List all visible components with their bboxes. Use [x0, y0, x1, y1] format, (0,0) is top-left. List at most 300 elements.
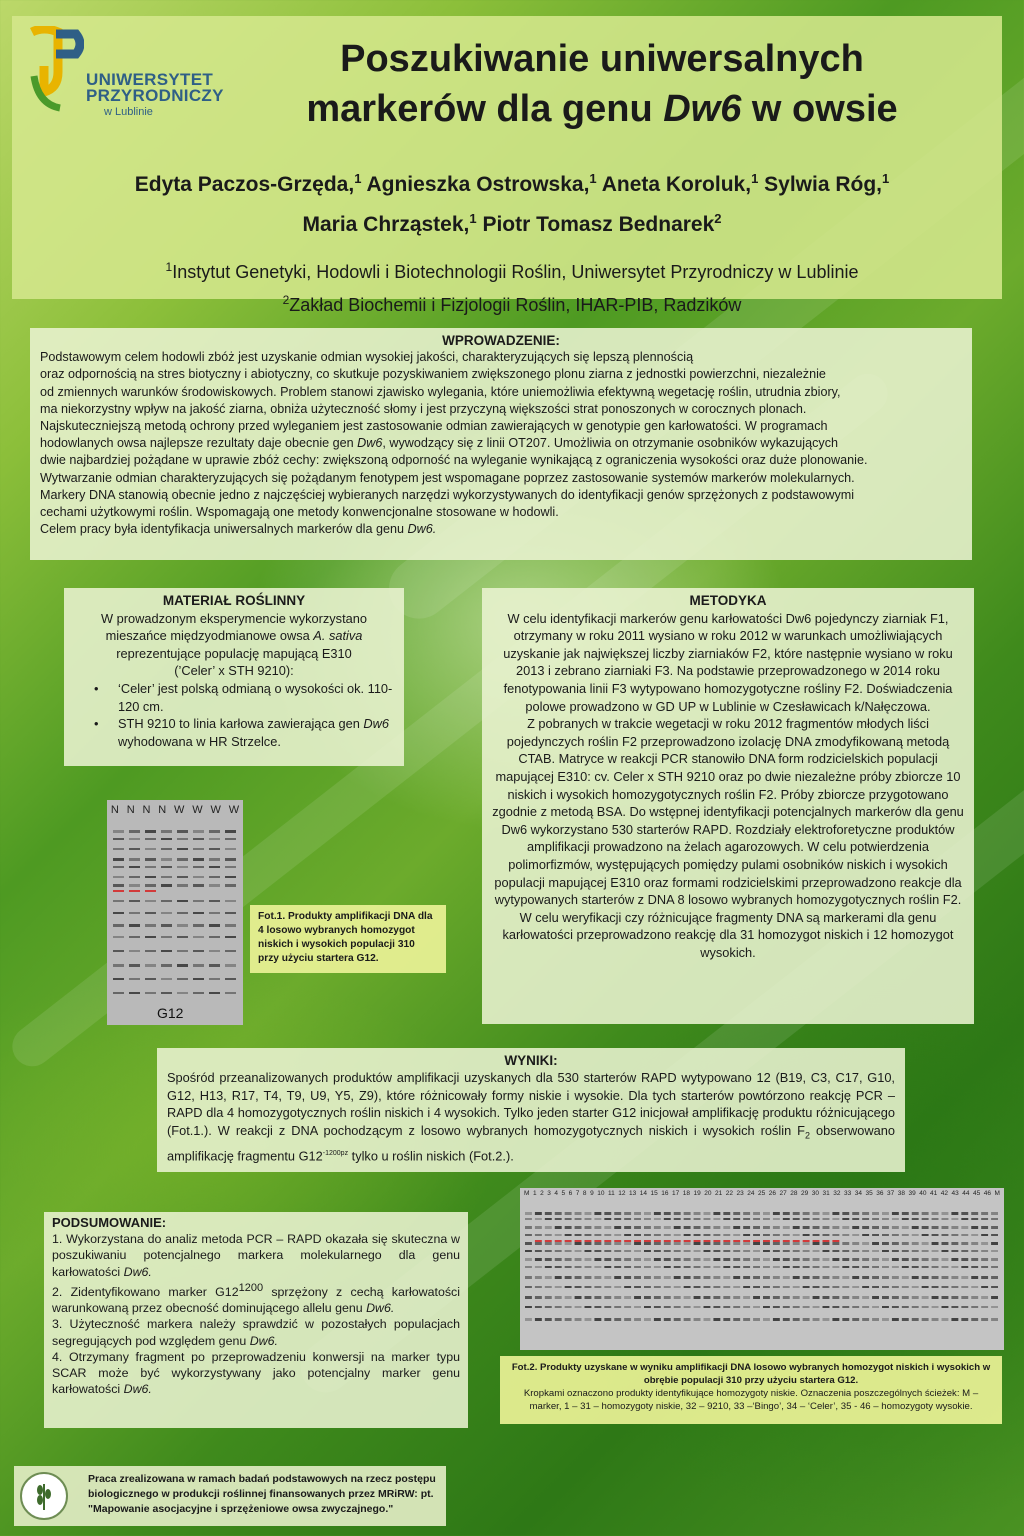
- gel-band: [177, 912, 188, 914]
- gel-band: [129, 848, 140, 850]
- gel-band: [129, 950, 140, 952]
- gel-band: [961, 1318, 968, 1321]
- gel-band: [209, 950, 220, 952]
- gel-band: [981, 1296, 988, 1299]
- gel-band: [594, 1276, 601, 1279]
- gel-band: [545, 1226, 552, 1229]
- gel-band: [585, 1240, 592, 1242]
- funding-note: [14, 1466, 446, 1526]
- gel-band: [832, 1276, 839, 1279]
- lane-label: 14: [639, 1190, 647, 1197]
- gel-band: [932, 1234, 939, 1236]
- gel-band: [634, 1286, 641, 1288]
- gel-band: [912, 1242, 919, 1245]
- gel-band: [113, 936, 124, 938]
- gel-band: [145, 890, 156, 892]
- gel-band: [674, 1234, 681, 1236]
- gel-band: [793, 1242, 800, 1245]
- gel-band: [161, 838, 172, 840]
- gel-band: [872, 1266, 879, 1268]
- gel-band: [177, 978, 188, 980]
- gel-band: [525, 1296, 532, 1299]
- gel-band: [971, 1250, 978, 1252]
- gel-band: [842, 1286, 849, 1288]
- gel-band: [902, 1276, 909, 1279]
- gel-band: [604, 1258, 611, 1261]
- gel-band: [624, 1234, 631, 1236]
- gel-band: [753, 1226, 760, 1229]
- gel-band: [832, 1250, 839, 1252]
- gel-band: [862, 1266, 869, 1268]
- gel-band: [743, 1250, 750, 1252]
- results-body: Spośród przeanalizowanych produktów amplifikacji uzyskanych dla 530 starterów RAPD wytypowano 12 (B19, C3, C17, G10, G12, H13, R17, T4, T9, U9, Y5, Z9), które różnicowały formy niskie i wysokie. Dla tych starterów powtórzono reakcję PCR – RAPD dla 4 homozygotycznych roślin niskich i 4 wysokich. Tylko jeden starter G12 inicjował amplifikację produktu różnicującego (Fot.1.). W reakcji z DNA pochodzącym z losowo wybranych homozygotycznych niskich i wysokich roślin F: [167, 1070, 895, 1138]
- gel-band: [594, 1240, 601, 1242]
- gel-band: [604, 1306, 611, 1308]
- gel-band: [713, 1242, 720, 1245]
- material-bullet: [104, 715, 394, 750]
- gel-band: [842, 1218, 849, 1220]
- gel-band: [723, 1318, 730, 1321]
- gel-band: [145, 900, 156, 902]
- lane-label: N: [158, 804, 167, 816]
- gel-band: [823, 1276, 830, 1279]
- gel-band: [912, 1286, 919, 1288]
- gel-band: [654, 1226, 661, 1229]
- gel-band: [575, 1296, 582, 1299]
- gel-band: [129, 924, 140, 927]
- gel-band: [773, 1306, 780, 1308]
- gel-band: [852, 1258, 859, 1261]
- gel-band: [922, 1286, 929, 1288]
- gel-band: [951, 1296, 958, 1299]
- summary-title: PODSUMOWANIE:: [52, 1215, 167, 1230]
- gel-band: [832, 1318, 839, 1321]
- lane-label: 22: [725, 1190, 733, 1197]
- gel-band: [614, 1286, 621, 1288]
- gel-band: [753, 1242, 760, 1245]
- material-line: (’Celer’ x STH 9210):: [174, 663, 294, 679]
- gel-band: [733, 1266, 740, 1268]
- gel-band: [971, 1276, 978, 1279]
- gel-band: [773, 1234, 780, 1236]
- gel-band: [193, 912, 204, 914]
- gel-band: [525, 1218, 532, 1220]
- gel-band: [614, 1266, 621, 1268]
- gel-band: [585, 1306, 592, 1308]
- gel-band: [733, 1240, 740, 1242]
- gel-band: [991, 1296, 998, 1299]
- gel-band: [555, 1234, 562, 1236]
- gel-band: [902, 1234, 909, 1236]
- gel-band: [892, 1306, 899, 1308]
- gel-band: [644, 1266, 651, 1268]
- gel-band: [161, 924, 172, 927]
- gel-band: [664, 1306, 671, 1308]
- gel-band: [225, 924, 236, 927]
- gel-band: [922, 1234, 929, 1236]
- gel-band: [113, 848, 124, 850]
- author-sup: 2: [714, 211, 722, 226]
- gel-band: [177, 884, 188, 887]
- gel-band: [842, 1276, 849, 1279]
- gel-band: [225, 992, 236, 994]
- gel-band: [177, 900, 188, 902]
- gel-band: [145, 924, 156, 927]
- gel-band: [723, 1258, 730, 1261]
- affiliation-1: [52, 253, 972, 286]
- results-body: tylko u roślin niskich (Fot.2.).: [348, 1147, 514, 1163]
- gel-band: [525, 1258, 532, 1261]
- summary-text: 4. Otrzymany fragment po przeprowadzeniu konwersji na marker typu SCAR może być wykorzystywany jako potencjalny marker genu karłowatości: [52, 1349, 460, 1397]
- lane-label: 26: [768, 1190, 776, 1197]
- gel-band: [694, 1258, 701, 1261]
- gel-band: [783, 1218, 790, 1220]
- gel-band: [145, 866, 156, 868]
- gel-band: [545, 1276, 552, 1279]
- lane-label: N: [110, 804, 119, 816]
- gel-band: [803, 1212, 810, 1215]
- gel-band: [763, 1226, 770, 1229]
- gel-band: [773, 1218, 780, 1220]
- gel-band: [713, 1250, 720, 1252]
- gel-band: [555, 1258, 562, 1261]
- results-section: [157, 1048, 905, 1172]
- gel-band: [704, 1240, 711, 1242]
- gel-band: [525, 1212, 532, 1215]
- gel-band: [942, 1234, 949, 1236]
- gel-band: [892, 1276, 899, 1279]
- gel-band: [951, 1266, 958, 1268]
- lane-label: 28: [790, 1190, 798, 1197]
- gel-band: [753, 1250, 760, 1252]
- gel-band: [129, 912, 140, 914]
- gel-band: [832, 1212, 839, 1215]
- gel-image-fig1: [107, 800, 243, 1025]
- lane-label: 20: [704, 1190, 712, 1197]
- gel-band: [193, 876, 204, 878]
- gel-band: [723, 1276, 730, 1279]
- gel-band: [565, 1212, 572, 1215]
- gel-band: [113, 838, 124, 840]
- intro-line: cechami użytkowymi roślin. Wspomagają one metody konwencjonalne stosowane w hodowli.: [40, 505, 559, 520]
- gel-band: [723, 1250, 730, 1252]
- gel-band: [193, 830, 204, 833]
- gel-band: [225, 912, 236, 914]
- gel-band: [971, 1226, 978, 1229]
- gel-band: [575, 1212, 582, 1215]
- gel-band: [634, 1296, 641, 1299]
- summary-item: [52, 1231, 460, 1280]
- gel-band: [743, 1242, 750, 1245]
- gel-band: [704, 1218, 711, 1220]
- gel-band: [862, 1242, 869, 1245]
- gel-band: [803, 1218, 810, 1220]
- gel-band: [209, 876, 220, 878]
- affil-text: Instytut Genetyki, Hodowli i Biotechnologii Roślin, Uniwersytet Przyrodniczy w Lublinie: [172, 262, 859, 282]
- gel-band: [634, 1306, 641, 1308]
- gel-band: [113, 978, 124, 980]
- gel-band: [872, 1258, 879, 1261]
- gel-band: [713, 1212, 720, 1215]
- gel-band: [674, 1276, 681, 1279]
- gel-band: [684, 1296, 691, 1299]
- gel-band: [545, 1212, 552, 1215]
- affil-sup: 2: [282, 293, 290, 307]
- gel-band: [932, 1226, 939, 1229]
- gel-band: [793, 1250, 800, 1252]
- authors: [72, 162, 952, 242]
- gel-band: [614, 1250, 621, 1252]
- gel-band: [535, 1296, 542, 1299]
- gel-band: [209, 900, 220, 902]
- gel-band: [704, 1226, 711, 1229]
- gel-band: [545, 1296, 552, 1299]
- gel-band: [177, 924, 188, 927]
- lane-label: M: [524, 1190, 530, 1197]
- gel-band: [753, 1234, 760, 1236]
- gel-band: [971, 1266, 978, 1268]
- gel-band: [624, 1276, 631, 1279]
- gel-band: [912, 1250, 919, 1252]
- lane-label: W: [174, 804, 185, 816]
- lane-label: 37: [886, 1190, 895, 1197]
- gel-band: [161, 978, 172, 980]
- gel-band: [912, 1258, 919, 1261]
- gel-band: [575, 1318, 582, 1321]
- gel-band: [713, 1276, 720, 1279]
- gel-band: [694, 1276, 701, 1279]
- gel-band: [842, 1234, 849, 1236]
- author-sup: 1: [589, 171, 597, 186]
- gel-band: [654, 1234, 661, 1236]
- funding-text: Praca zrealizowana w ramach badań podstawowych na rzecz postępu biologicznego w produkcji roślinnej finansowanych przez MRiRW: pt. "Mapowanie asocjacyjne i sprzężeniowe owsa zwyczajnego.": [88, 1473, 436, 1515]
- gel-band: [193, 884, 204, 887]
- gel-band: [912, 1234, 919, 1236]
- gel-band: [674, 1218, 681, 1220]
- gel-band: [614, 1212, 621, 1215]
- affiliations: [52, 253, 972, 319]
- gel-band: [803, 1286, 810, 1288]
- gel-band: [862, 1250, 869, 1252]
- gel-band: [193, 866, 204, 868]
- gel-band: [129, 858, 140, 861]
- gel-band: [614, 1242, 621, 1245]
- title-line-2: [202, 84, 1002, 134]
- gel-band: [161, 950, 172, 952]
- gel-band: [882, 1258, 889, 1261]
- gel-band: [783, 1258, 790, 1261]
- gel-band: [862, 1212, 869, 1215]
- gel-band: [961, 1296, 968, 1299]
- lane-label: 46: [983, 1190, 991, 1197]
- affiliation-2: [52, 286, 972, 319]
- gel-band: [852, 1218, 859, 1220]
- gel-band: [753, 1306, 760, 1308]
- intro-line: ma niekorzystny wpływ na jakość ziarna, obniża użyteczność słomy i jest przyczyną większości strat ponoszonych w corocznych plonach.: [40, 401, 807, 416]
- gel-band: [763, 1240, 770, 1242]
- gel-band: [713, 1306, 720, 1308]
- gel-band: [644, 1218, 651, 1220]
- gel-band: [813, 1240, 820, 1242]
- gel-band: [951, 1318, 958, 1321]
- gel-band: [922, 1258, 929, 1261]
- gel-band: [614, 1258, 621, 1261]
- gel-band: [981, 1276, 988, 1279]
- gel-image-fig2: [520, 1188, 1004, 1350]
- gel-band: [209, 858, 220, 861]
- gel-band: [555, 1296, 562, 1299]
- gel-band: [704, 1234, 711, 1236]
- summary-section: [44, 1212, 468, 1428]
- gel-band: [813, 1212, 820, 1215]
- gel-band: [971, 1212, 978, 1215]
- gel-band: [882, 1306, 889, 1308]
- gel-band: [525, 1266, 532, 1268]
- gel-band: [872, 1242, 879, 1245]
- gel-band: [773, 1242, 780, 1245]
- gel-band: [862, 1318, 869, 1321]
- gel-band: [813, 1286, 820, 1288]
- gel-band: [991, 1258, 998, 1261]
- gel-band: [852, 1234, 859, 1236]
- methods-section: [482, 588, 974, 1024]
- gel-band: [942, 1258, 949, 1261]
- gel-band: [704, 1296, 711, 1299]
- lane-label: 9: [590, 1190, 594, 1197]
- gel-band: [763, 1266, 770, 1268]
- gel-band: [624, 1286, 631, 1288]
- gel-band: [565, 1226, 572, 1229]
- gel-band: [604, 1218, 611, 1220]
- gel-band: [743, 1234, 750, 1236]
- gel-band: [862, 1276, 869, 1279]
- gel-band: [733, 1250, 740, 1252]
- gel-band: [942, 1276, 949, 1279]
- gel-band: [585, 1242, 592, 1245]
- gel-band: [113, 900, 124, 902]
- gel-band: [961, 1218, 968, 1220]
- gel-band: [161, 830, 172, 833]
- gel-band: [951, 1276, 958, 1279]
- gel-band: [704, 1276, 711, 1279]
- gel-band: [713, 1296, 720, 1299]
- intro-line: [40, 435, 962, 452]
- gel-band: [624, 1296, 631, 1299]
- material-text: mieszańce międzyodmianowe owsa: [105, 628, 314, 644]
- gel-band: [733, 1286, 740, 1288]
- gel-band: [684, 1266, 691, 1268]
- gel-band: [902, 1250, 909, 1252]
- gel-band: [684, 1226, 691, 1229]
- gel-band: [129, 964, 140, 967]
- gel-band: [803, 1266, 810, 1268]
- gel-band: [161, 912, 172, 914]
- gel-band: [585, 1218, 592, 1220]
- summary-gene: Dw6.: [123, 1264, 152, 1279]
- gel-band: [644, 1240, 651, 1242]
- gel-band: [604, 1240, 611, 1242]
- authors-line-1: [72, 162, 952, 202]
- gel-band: [971, 1242, 978, 1245]
- gel-band: [773, 1250, 780, 1252]
- gel-band: [161, 900, 172, 902]
- gel-band: [694, 1286, 701, 1288]
- gel-band: [565, 1234, 572, 1236]
- gel-band: [624, 1258, 631, 1261]
- lane-label: M: [994, 1190, 1000, 1197]
- gel-band: [634, 1242, 641, 1245]
- gel-band: [892, 1218, 899, 1220]
- gel-band: [604, 1226, 611, 1229]
- gel-band: [882, 1286, 889, 1288]
- gel-band: [892, 1226, 899, 1229]
- gel-band: [793, 1212, 800, 1215]
- gel-band: [535, 1276, 542, 1279]
- lane-label: 7: [575, 1190, 580, 1197]
- gel-band: [912, 1266, 919, 1268]
- gel-band: [783, 1234, 790, 1236]
- gel-band: [763, 1276, 770, 1279]
- gel-band: [832, 1242, 839, 1245]
- gel-band: [813, 1276, 820, 1279]
- gel-band: [614, 1218, 621, 1220]
- gel-band: [644, 1276, 651, 1279]
- gel-band: [842, 1212, 849, 1215]
- gel-band: [161, 866, 172, 868]
- summary-gene: Dw6.: [366, 1301, 395, 1316]
- author: Edyta Paczos-Grzęda,: [134, 173, 355, 196]
- gel-band: [674, 1296, 681, 1299]
- gel-band: [555, 1212, 562, 1215]
- gel-band: [624, 1226, 631, 1229]
- gel-band: [912, 1306, 919, 1308]
- gel-band: [565, 1240, 572, 1242]
- gel-band: [545, 1218, 552, 1220]
- gel-band: [177, 858, 188, 861]
- material-line: [74, 627, 394, 645]
- gel-band: [852, 1242, 859, 1245]
- lane-label: 17: [671, 1190, 680, 1197]
- gel-band: [832, 1266, 839, 1268]
- gel-band: [832, 1286, 839, 1288]
- gel-band: [942, 1286, 949, 1288]
- gel-band: [753, 1276, 760, 1279]
- gel-band: [535, 1212, 542, 1215]
- gel-band: [902, 1218, 909, 1220]
- gel-band: [129, 884, 140, 887]
- gel-band: [555, 1286, 562, 1288]
- gel-band: [813, 1218, 820, 1220]
- gel-band: [922, 1218, 929, 1220]
- gel-band: [852, 1318, 859, 1321]
- gel-band: [604, 1318, 611, 1321]
- gel-band: [932, 1212, 939, 1215]
- gel-band: [193, 936, 204, 938]
- wheat-icon: [22, 1474, 66, 1518]
- gel-band: [113, 912, 124, 914]
- gel-band: [922, 1296, 929, 1299]
- lane-label: 33: [843, 1190, 852, 1197]
- gel-band: [773, 1286, 780, 1288]
- gel-band: [882, 1234, 889, 1236]
- gel-band: [565, 1286, 572, 1288]
- gel-band: [971, 1234, 978, 1236]
- gel-band: [535, 1240, 542, 1242]
- gel-band: [555, 1266, 562, 1268]
- gel-band: [644, 1212, 651, 1215]
- gel-band: [823, 1212, 830, 1215]
- gel-band: [753, 1240, 760, 1242]
